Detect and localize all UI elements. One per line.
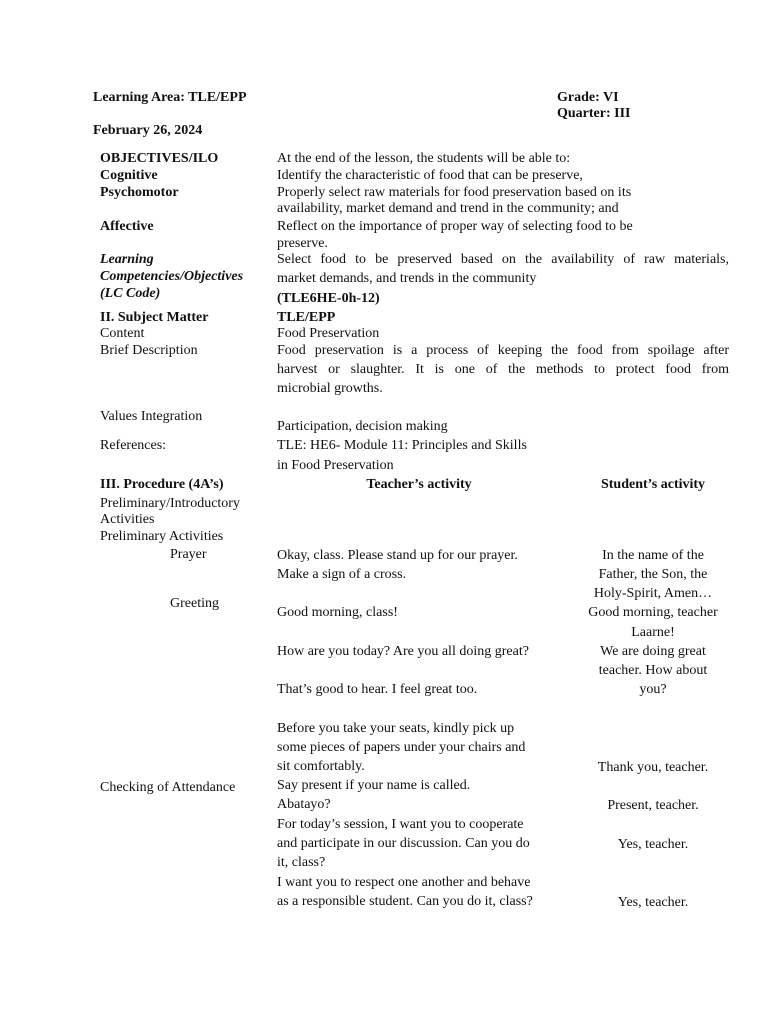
affective-label: Affective xyxy=(100,219,154,234)
teacher-line: as a responsible student. Can you do it, class? xyxy=(277,894,533,909)
references-label: References: xyxy=(100,438,167,453)
teacher-line: That’s good to hear. I feel great too. xyxy=(277,682,478,697)
values-integration-value: Participation, decision making xyxy=(277,419,448,434)
student-line: Yes, teacher. xyxy=(617,837,689,852)
brief-description-label: Brief Description xyxy=(100,343,198,358)
procedure-heading: III. Procedure (4A’s) xyxy=(100,477,224,492)
lesson-date: February 26, 2024 xyxy=(93,123,203,138)
lc-label-3: (LC Code) xyxy=(100,286,161,301)
grade: Grade: VI xyxy=(557,90,619,105)
cognitive-label: Cognitive xyxy=(100,168,158,183)
teacher-activity-heading: Teacher’s activity xyxy=(366,477,472,492)
teacher-line: Abatayo? xyxy=(277,797,331,812)
student-line: In the name of the xyxy=(602,548,704,563)
subject-matter-value: TLE/EPP xyxy=(277,310,336,325)
teacher-line: Make a sign of a cross. xyxy=(277,567,407,582)
prayer-label: Prayer xyxy=(170,547,207,562)
learning-area: Learning Area: TLE/EPP xyxy=(93,90,247,105)
teacher-line: How are you today? Are you all doing great? xyxy=(277,644,529,659)
student-line: teacher. How about xyxy=(598,663,708,678)
student-line: Yes, teacher. xyxy=(617,895,689,910)
subject-matter-heading: II. Subject Matter xyxy=(100,310,209,325)
teacher-line: sit comfortably. xyxy=(277,759,365,774)
values-integration-label: Values Integration xyxy=(100,409,203,424)
psychomotor-text-1: Properly select raw materials for food preservation based on its xyxy=(277,185,632,200)
student-line: Father, the Son, the xyxy=(598,567,708,582)
brief-description-line-1: Food preservation is a process of keeping the food from spoilage after xyxy=(277,343,729,358)
cognitive-text: Identify the characteristic of food that can be preserve, xyxy=(277,168,583,183)
student-activity-heading: Student’s activity xyxy=(600,477,706,492)
affective-text-2: preserve. xyxy=(277,236,328,251)
teacher-line: Okay, class. Please stand up for our prayer. xyxy=(277,548,518,563)
prelim-intro-label-2: Activities xyxy=(100,512,155,527)
student-line: We are doing great xyxy=(600,644,706,659)
lc-label-1: Learning xyxy=(100,252,154,267)
content-label: Content xyxy=(100,326,145,341)
references-line-2: in Food Preservation xyxy=(277,458,394,473)
teacher-line: Say present if your name is called. xyxy=(277,778,471,793)
lc-label-2: Competencies/Objectives xyxy=(100,269,244,284)
psychomotor-text-2: availability, market demand and trend in the community; and xyxy=(277,201,619,216)
greeting-label: Greeting xyxy=(170,596,219,611)
objectives-intro: At the end of the lesson, the students will be able to: xyxy=(277,151,571,166)
prelim-intro-label-1: Preliminary/Introductory xyxy=(100,496,240,511)
teacher-line: some pieces of papers under your chairs and xyxy=(277,740,526,755)
brief-description-line-3: microbial growths. xyxy=(277,381,383,396)
student-line: Good morning, teacher xyxy=(588,605,718,620)
teacher-line: I want you to respect one another and behave xyxy=(277,875,531,890)
teacher-line: Before you take your seats, kindly pick up xyxy=(277,721,515,736)
psychomotor-label: Psychomotor xyxy=(100,185,179,200)
teacher-line: it, class? xyxy=(277,855,326,870)
references-line-1: TLE: HE6- Module 11: Principles and Skills xyxy=(277,438,527,453)
teacher-line: and participate in our discussion. Can you do xyxy=(277,836,530,851)
teacher-line: Good morning, class! xyxy=(277,605,398,620)
student-line: Holy-Spirit, Amen… xyxy=(593,586,713,601)
student-line: Thank you, teacher. xyxy=(597,760,709,775)
content-value: Food Preservation xyxy=(277,326,380,341)
lc-text-2: market demands, and trends in the community xyxy=(277,271,537,286)
attendance-label: Checking of Attendance xyxy=(100,780,236,795)
student-line: Laarne! xyxy=(631,625,675,640)
student-line: Present, teacher. xyxy=(607,798,699,813)
teacher-line: For today’s session, I want you to cooperate xyxy=(277,817,524,832)
lc-text-1: Select food to be preserved based on the availability of raw materials, xyxy=(277,252,729,267)
lc-code: (TLE6HE-0h-12) xyxy=(277,291,380,306)
brief-description-line-2: harvest or slaughter. It is one of the methods to protect food from xyxy=(277,362,729,377)
prelim-activities-label: Preliminary Activities xyxy=(100,529,224,544)
affective-text-1: Reflect on the importance of proper way of selecting food to be xyxy=(277,219,633,234)
quarter: Quarter: III xyxy=(557,106,631,121)
student-line: you? xyxy=(639,682,667,697)
objectives-heading: OBJECTIVES/ILO xyxy=(100,151,219,166)
